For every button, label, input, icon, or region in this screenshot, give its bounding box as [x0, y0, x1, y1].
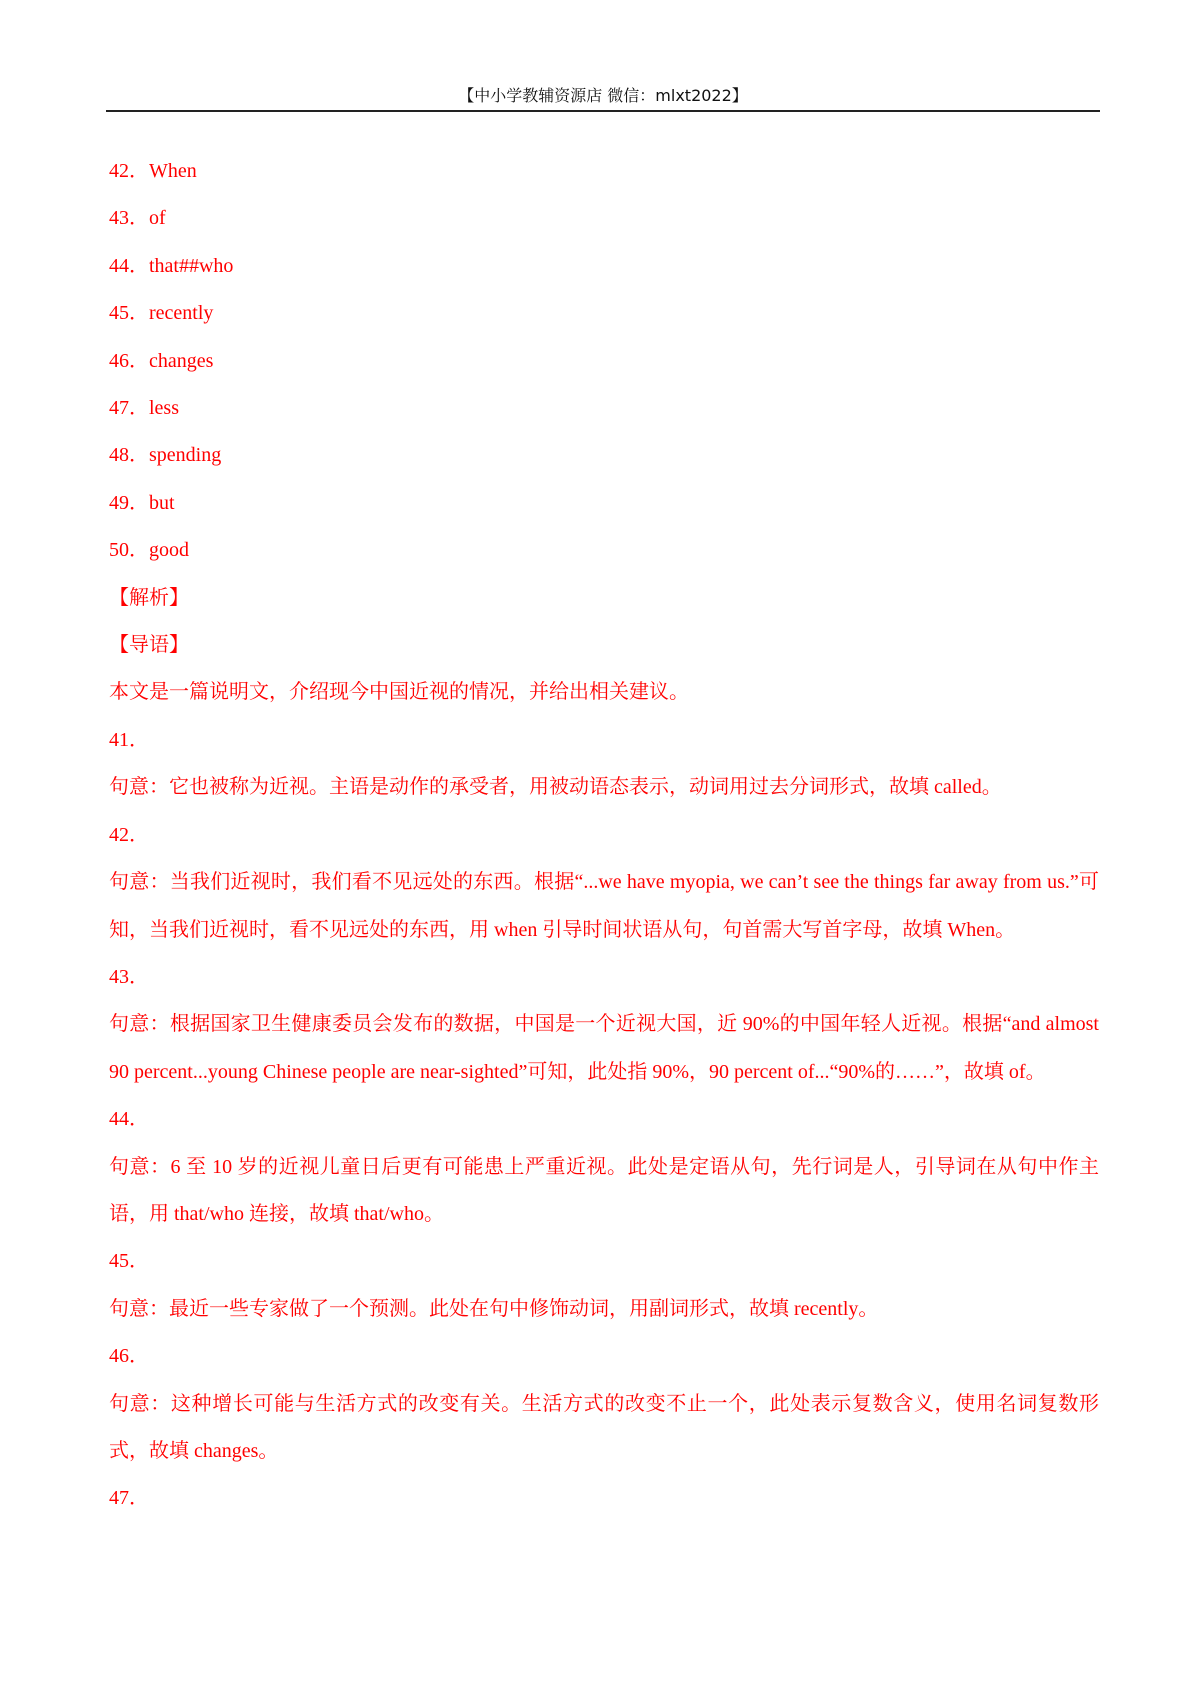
answer-line-45: 45．recently	[109, 302, 214, 325]
answer-line-44: 44．that##who	[109, 254, 234, 277]
explanation-text-46: 句意：这种增长可能与生活方式的改变有关。生活方式的改变不止一个，此处表示复数含义，使用名词复数形式，故填 changes。	[109, 1392, 1099, 1462]
explanation-number-44: 44．	[109, 1108, 149, 1131]
explanation-number-45: 45．	[109, 1250, 149, 1273]
explanation-text-43: 句意：根据国家卫生健康委员会发布的数据，中国是一个近视大国，近 90%的中国年轻人近视。根据“and almost 90 percent...young Chinese people are near-sighted”可知，此处指 90%，90 percent of...“90%的……”，故填 of。	[109, 1013, 1099, 1083]
answer-line-48: 48．spending	[109, 444, 222, 467]
answer-line-43: 43．of	[109, 207, 166, 230]
answer-content	[109, 148, 1099, 1523]
explanation-text-44: 句意：6 至 10 岁的近视儿童日后更有可能患上严重近视。此处是定语从句，先行词是人，引导词在从句中作主语，用 that/who 连接，故填 that/who。	[109, 1155, 1099, 1225]
explanation-number-41: 41．	[109, 728, 149, 751]
explanation-number-47: 47．	[109, 1487, 149, 1510]
answer-line-49: 49．but	[109, 491, 175, 514]
intro-text: 本文是一篇说明文，介绍现今中国近视的情况，并给出相关建议。	[109, 681, 689, 704]
explanation-text-42: 句意：当我们近视时，我们看不见远处的东西。根据“...we have myopia, we can’t see the things far away from us.”可知，当我们近视时，看不见远处的东西，用 when 引导时间状语从句，句首需大写首字母，故填 When。	[109, 871, 1099, 941]
intro-label: 【导语】	[109, 634, 189, 657]
answer-line-50: 50．good	[109, 539, 189, 562]
answer-line-47: 47．less	[109, 397, 179, 420]
page-header: 【中小学教辅资源店 微信：mlxt2022】	[458, 86, 748, 105]
explanation-text-41: 句意：它也被称为近视。主语是动作的承受者，用被动语态表示，动词用过去分词形式，故填 called。	[109, 776, 1002, 799]
answer-line-46: 46．changes	[109, 349, 214, 372]
answer-line-42: 42．When	[109, 160, 197, 182]
explanation-number-46: 46．	[109, 1345, 149, 1368]
explanation-text-45: 句意：最近一些专家做了一个预测。此处在句中修饰动词，用副词形式，故填 recently。	[109, 1297, 879, 1320]
explanation-number-42: 42．	[109, 823, 149, 846]
header-divider	[106, 110, 1100, 112]
analysis-label: 【解析】	[109, 586, 189, 609]
explanation-number-43: 43．	[109, 965, 149, 988]
